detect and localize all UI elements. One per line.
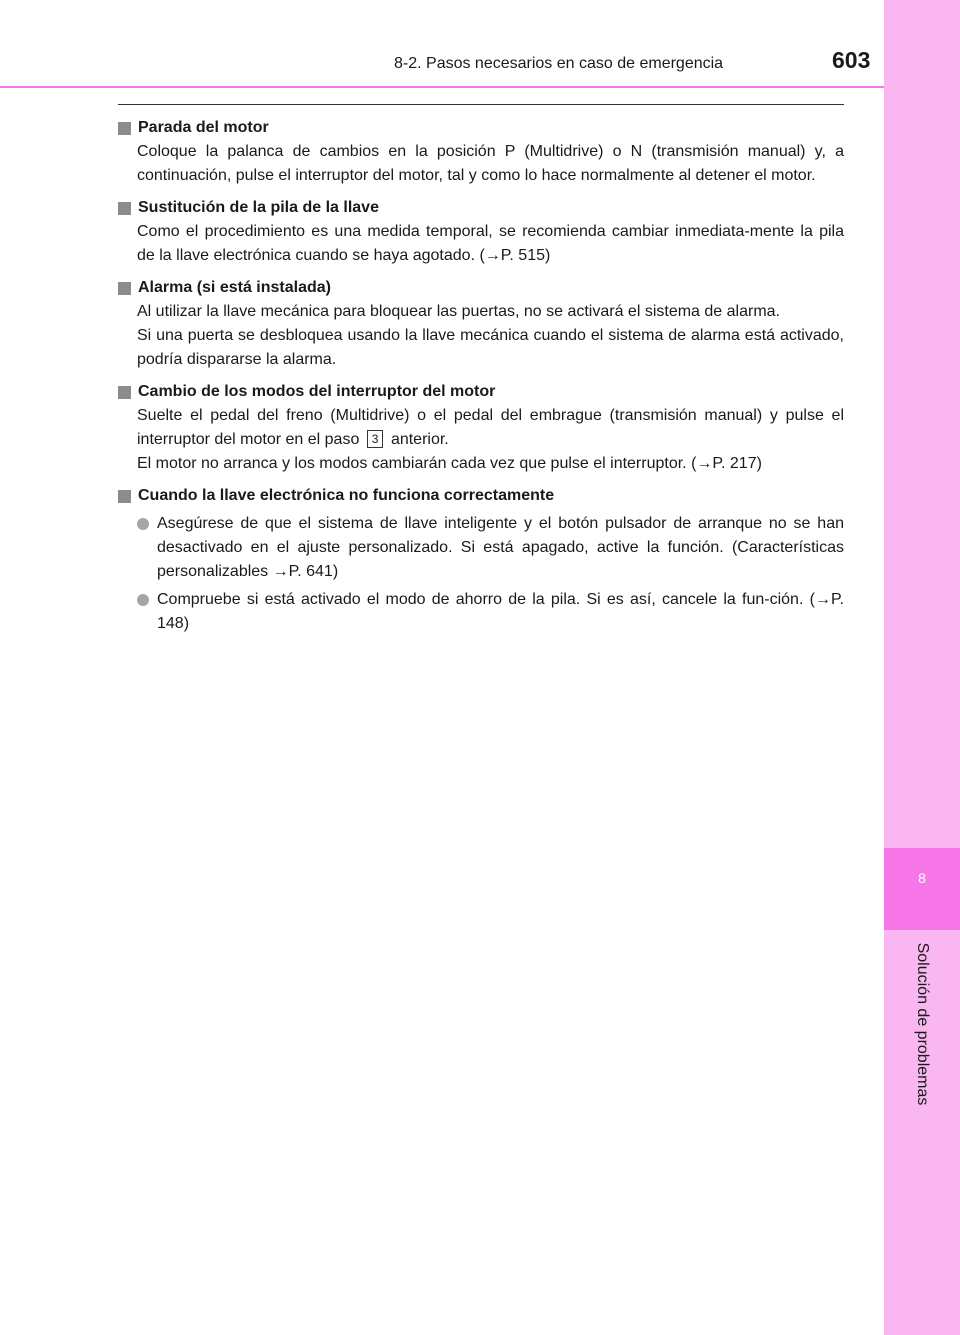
paragraph-text: Si una puerta se desbloquea usando la llave mecánica cuando el sistema de alarma está activado, podría dispararse la alarma. — [137, 327, 844, 368]
circle-bullet-icon — [137, 518, 149, 530]
paragraph-text-start: Suelte el pedal del freno (Multidrive) o el pedal del embrague (transmisión manual) y pulse el interruptor del motor en el paso — [137, 407, 844, 448]
paragraph — [137, 300, 844, 372]
square-bullet-icon — [118, 122, 131, 135]
paragraph-text: Al utilizar la llave mecánica para bloquear las puertas, no se activará el sistema de alarma. — [137, 303, 780, 320]
side-strip — [884, 0, 960, 1335]
section-llave-electronica — [118, 484, 844, 636]
section-parada-motor — [118, 116, 844, 188]
page-number: 603 — [832, 47, 871, 73]
section-title: 8-2. Pasos necesarios en caso de emergencia — [394, 55, 724, 72]
content-divider — [118, 104, 844, 105]
square-bullet-icon — [118, 202, 131, 215]
section-pila-llave — [118, 196, 844, 268]
square-bullet-icon — [118, 282, 131, 295]
chapter-title: Solución de problemas — [914, 942, 931, 1106]
header-divider — [0, 86, 884, 88]
square-bullet-icon — [118, 490, 131, 503]
step-number-box: 3 — [367, 430, 384, 448]
paragraph-text: Como el procedimiento es una medida temporal, se recomienda cambiar inmediata-mente la pila de la llave electrónica cuando se haya agotado. (→P. 515) — [137, 223, 844, 264]
section-cambio-modos — [118, 380, 844, 476]
section-alarma — [118, 276, 844, 372]
section-heading — [118, 484, 844, 508]
paragraph-text — [137, 404, 844, 452]
heading-text: Sustitución de la pila de la llave — [138, 199, 379, 216]
section-heading — [118, 196, 844, 220]
heading-text: Parada del motor — [138, 119, 269, 136]
section-heading — [118, 380, 844, 404]
main-content — [118, 116, 844, 644]
heading-text: Alarma (si está instalada) — [138, 279, 331, 296]
square-bullet-icon — [118, 386, 131, 399]
bullet-list — [137, 512, 844, 636]
paragraph-text-end: anterior. — [390, 431, 449, 448]
chapter-number: 8 — [918, 870, 926, 886]
paragraph — [137, 220, 844, 268]
paragraph — [137, 140, 844, 188]
list-item — [137, 588, 844, 636]
list-item — [137, 512, 844, 584]
section-heading — [118, 276, 844, 300]
circle-bullet-icon — [137, 594, 149, 606]
paragraph-text: Coloque la palanca de cambios en la posición P (Multidrive) o N (transmisión manual) y, a continuación, pulse el interruptor del motor, tal y como lo hace normalmente al detener el motor. — [137, 143, 844, 184]
heading-text: Cuando la llave electrónica no funciona correctamente — [138, 487, 555, 504]
list-item-text: Asegúrese de que el sistema de llave inteligente y el botón pulsador de arranque no se han desactivado en el ajuste personalizado. Si está apagado, active la función. (Características personalizables →P. 641) — [157, 515, 844, 580]
paragraph — [137, 404, 844, 476]
list-item-text: Compruebe si está activado el modo de ahorro de la pila. Si es así, cancele la fun-ción. (→P. 148) — [157, 591, 844, 632]
section-heading — [118, 116, 844, 140]
heading-text: Cambio de los modos del interruptor del motor — [138, 383, 496, 400]
paragraph-text: El motor no arranca y los modos cambiarán cada vez que pulse el interruptor. (→P. 217) — [137, 455, 762, 472]
